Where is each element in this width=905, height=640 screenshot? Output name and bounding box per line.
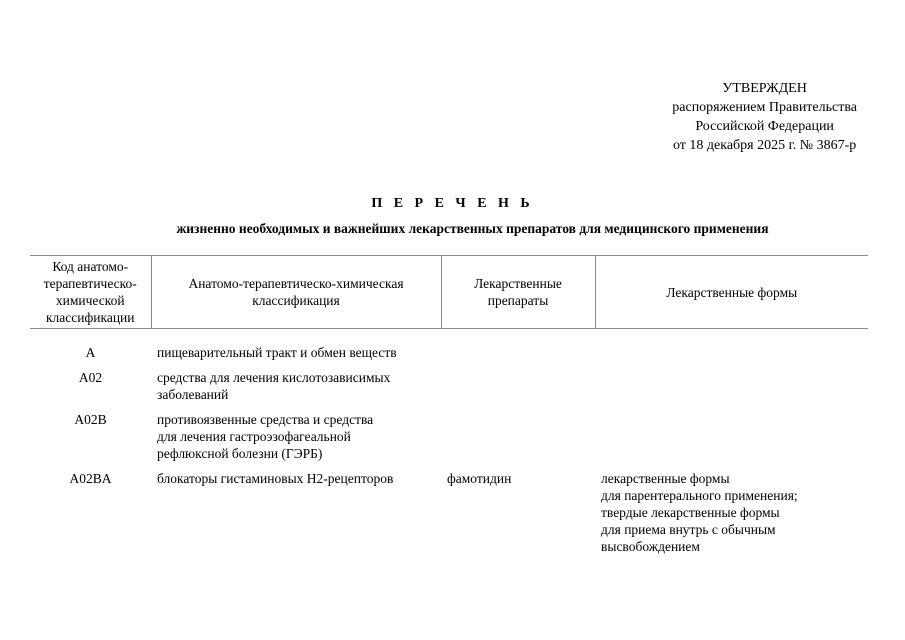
classification-cell: пищеварительный тракт и обмен веществ [157,345,397,360]
atc-code-cell: A02B [74,412,107,427]
approval-line: распоряжением Правительства [672,100,857,115]
atc-code-cell: A02BA [69,471,112,486]
drug-cell [441,369,595,411]
header-drugs: Лекарственные препараты [441,256,595,329]
classification-cell: противоязвенные средства и средства для лечения гастроэзофагеальной рефлюксной болезни (ГЭРБ) [157,412,374,461]
table-row [30,411,868,470]
document-subtitle: жизненно необходимых и важнейших лекарственных препаратов для медицинского применения [176,221,769,236]
classification-cell: блокаторы гистаминовых H2-рецепторов [157,471,394,486]
forms-cell [595,411,868,470]
approval-line: от 18 декабря 2025 г. № 3867-р [672,138,857,153]
table-row [30,470,868,563]
classification-cell: средства для лечения кислотозависимых заболеваний [157,370,391,402]
forms-cell [595,369,868,411]
forms-cell: лекарственные формы для парентерального применения; твердые лекарственные формы для приема внутрь с обычным высвобождением [601,471,798,554]
drug-cell [441,329,595,370]
drug-cell: фамотидин [447,471,512,486]
approval-block [672,79,857,155]
table-header [30,256,868,329]
table-row [30,329,868,370]
drug-cell [441,411,595,470]
approval-line: Российской Федерации [695,119,834,134]
table-row [30,369,868,411]
atc-code-cell: А [85,345,96,360]
document-title: П Е Р Е Ч Е Н Ь [371,196,534,211]
forms-cell [595,329,868,370]
header-atc-code: Код анатомо- терапевтическо- химической классификации [30,256,151,329]
approval-status: УТВЕРЖДЕН [722,81,807,96]
header-dosage-forms: Лекарственные формы [595,256,868,329]
header-atc-classification: Анатомо-терапевтическо-химическая классификация [151,256,441,329]
drug-list-table [30,255,868,563]
atc-code-cell: A02 [78,370,103,385]
